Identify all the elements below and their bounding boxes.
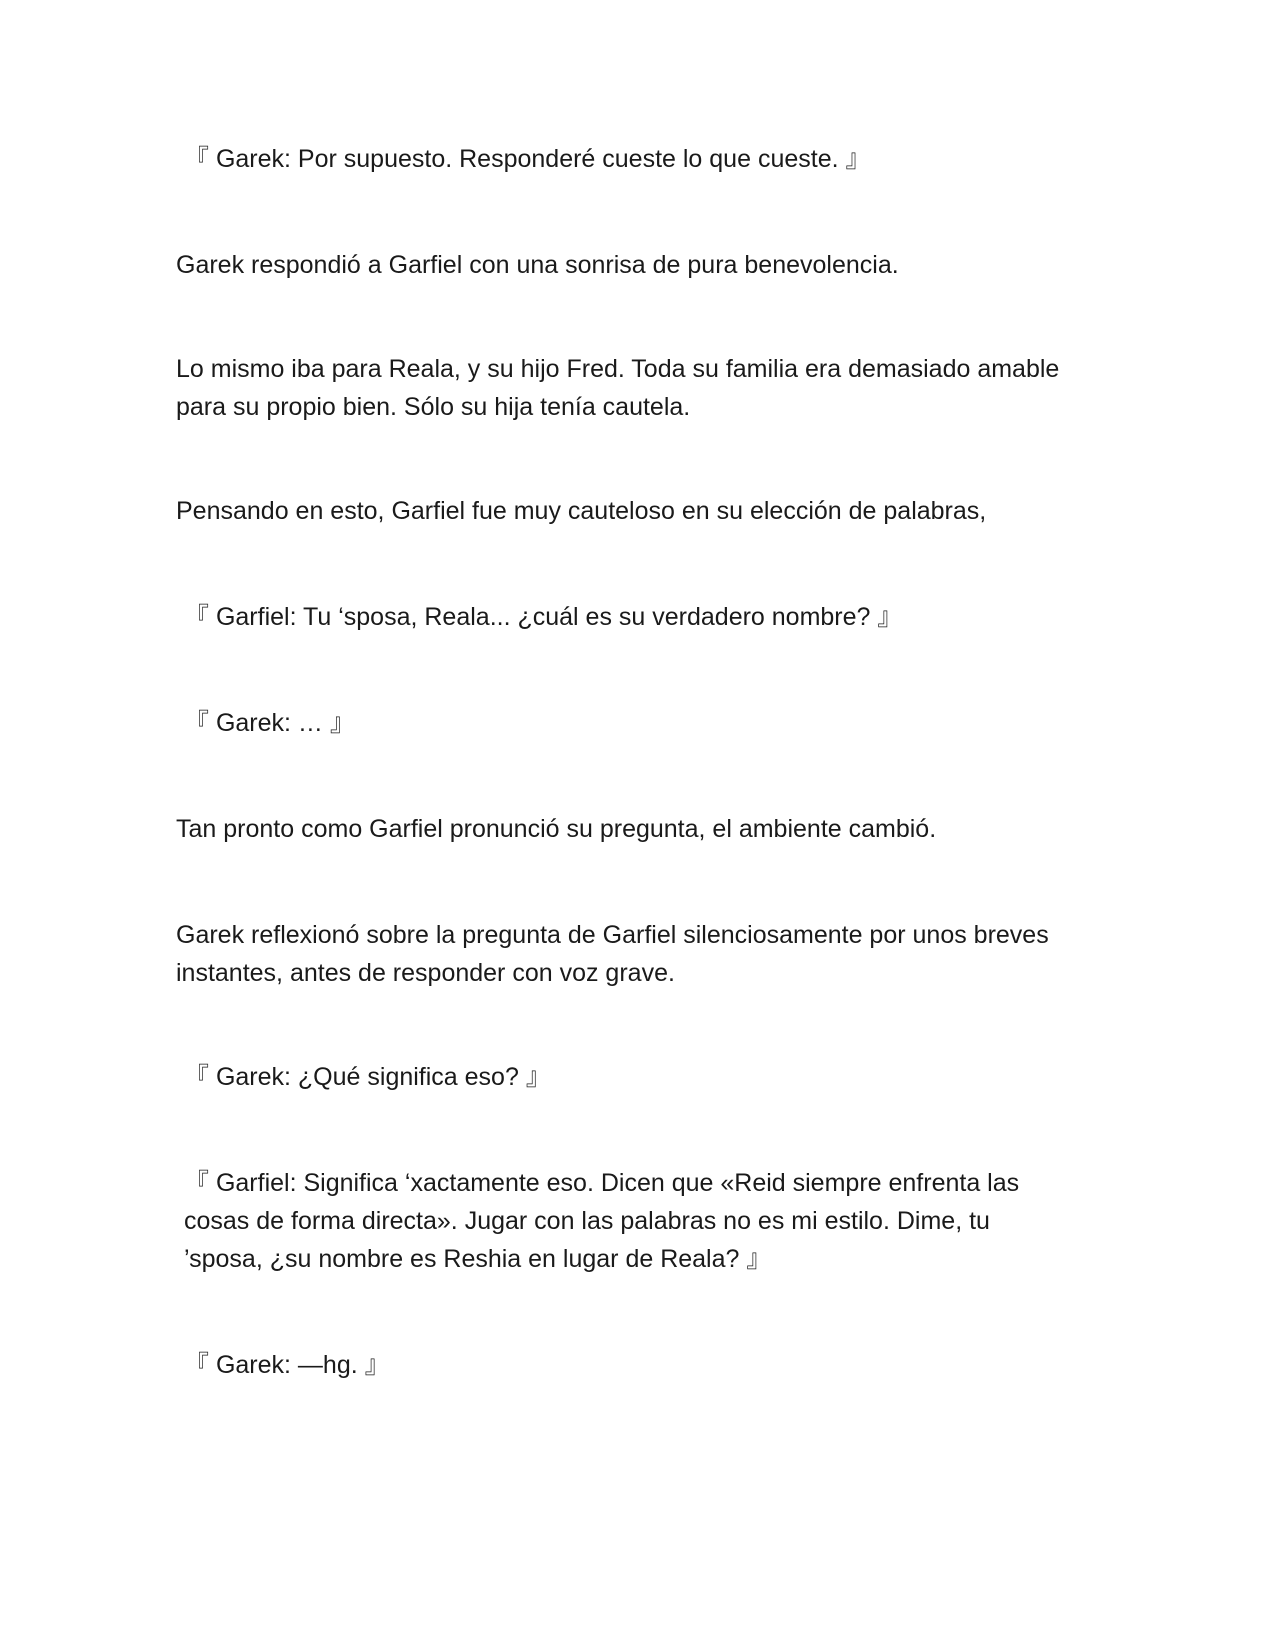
- narration-paragraph: Garek respondió a Garfiel con una sonrisa de pura benevolencia.: [176, 251, 899, 279]
- narration-paragraph: Pensando en esto, Garfiel fue muy cauteloso en su elección de palabras,: [176, 497, 987, 525]
- dialogue-garfiel-question: 『 Garfiel: Tu ‘sposa, Reala... ¿cuál es su verdadero nombre? 』: [184, 603, 903, 631]
- dialogue-garek-question: 『 Garek: ¿Qué significa eso? 』: [184, 1063, 551, 1091]
- narration-paragraph: Lo mismo iba para Reala, y su hijo Fred. Toda su familia era demasiado amable para su propio bien. Sólo su hija tenía cautela.: [176, 355, 1060, 421]
- dialogue-garek-answer: 『 Garek: Por supuesto. Responderé cueste lo que cueste. 』: [184, 145, 871, 173]
- dialogue-garfiel-explanation: 『 Garfiel: Significa ‘xactamente eso. Dicen que «Reid siempre enfrenta las cosas de forma directa». Jugar con las palabras no es mi estilo. Dime, tu ’sposa, ¿su nombre es Reshia en lugar de Reala? 』: [184, 1169, 1020, 1273]
- narration-paragraph: Garek reflexionó sobre la pregunta de Garfiel silenciosamente por unos breves instantes, antes de responder con voz grave.: [176, 921, 1049, 987]
- dialogue-garek-reaction: 『 Garek: —hg. 』: [184, 1351, 390, 1379]
- dialogue-garek-silence: 『 Garek: … 』: [184, 709, 355, 737]
- narration-paragraph: Tan pronto como Garfiel pronunció su pregunta, el ambiente cambió.: [176, 815, 937, 843]
